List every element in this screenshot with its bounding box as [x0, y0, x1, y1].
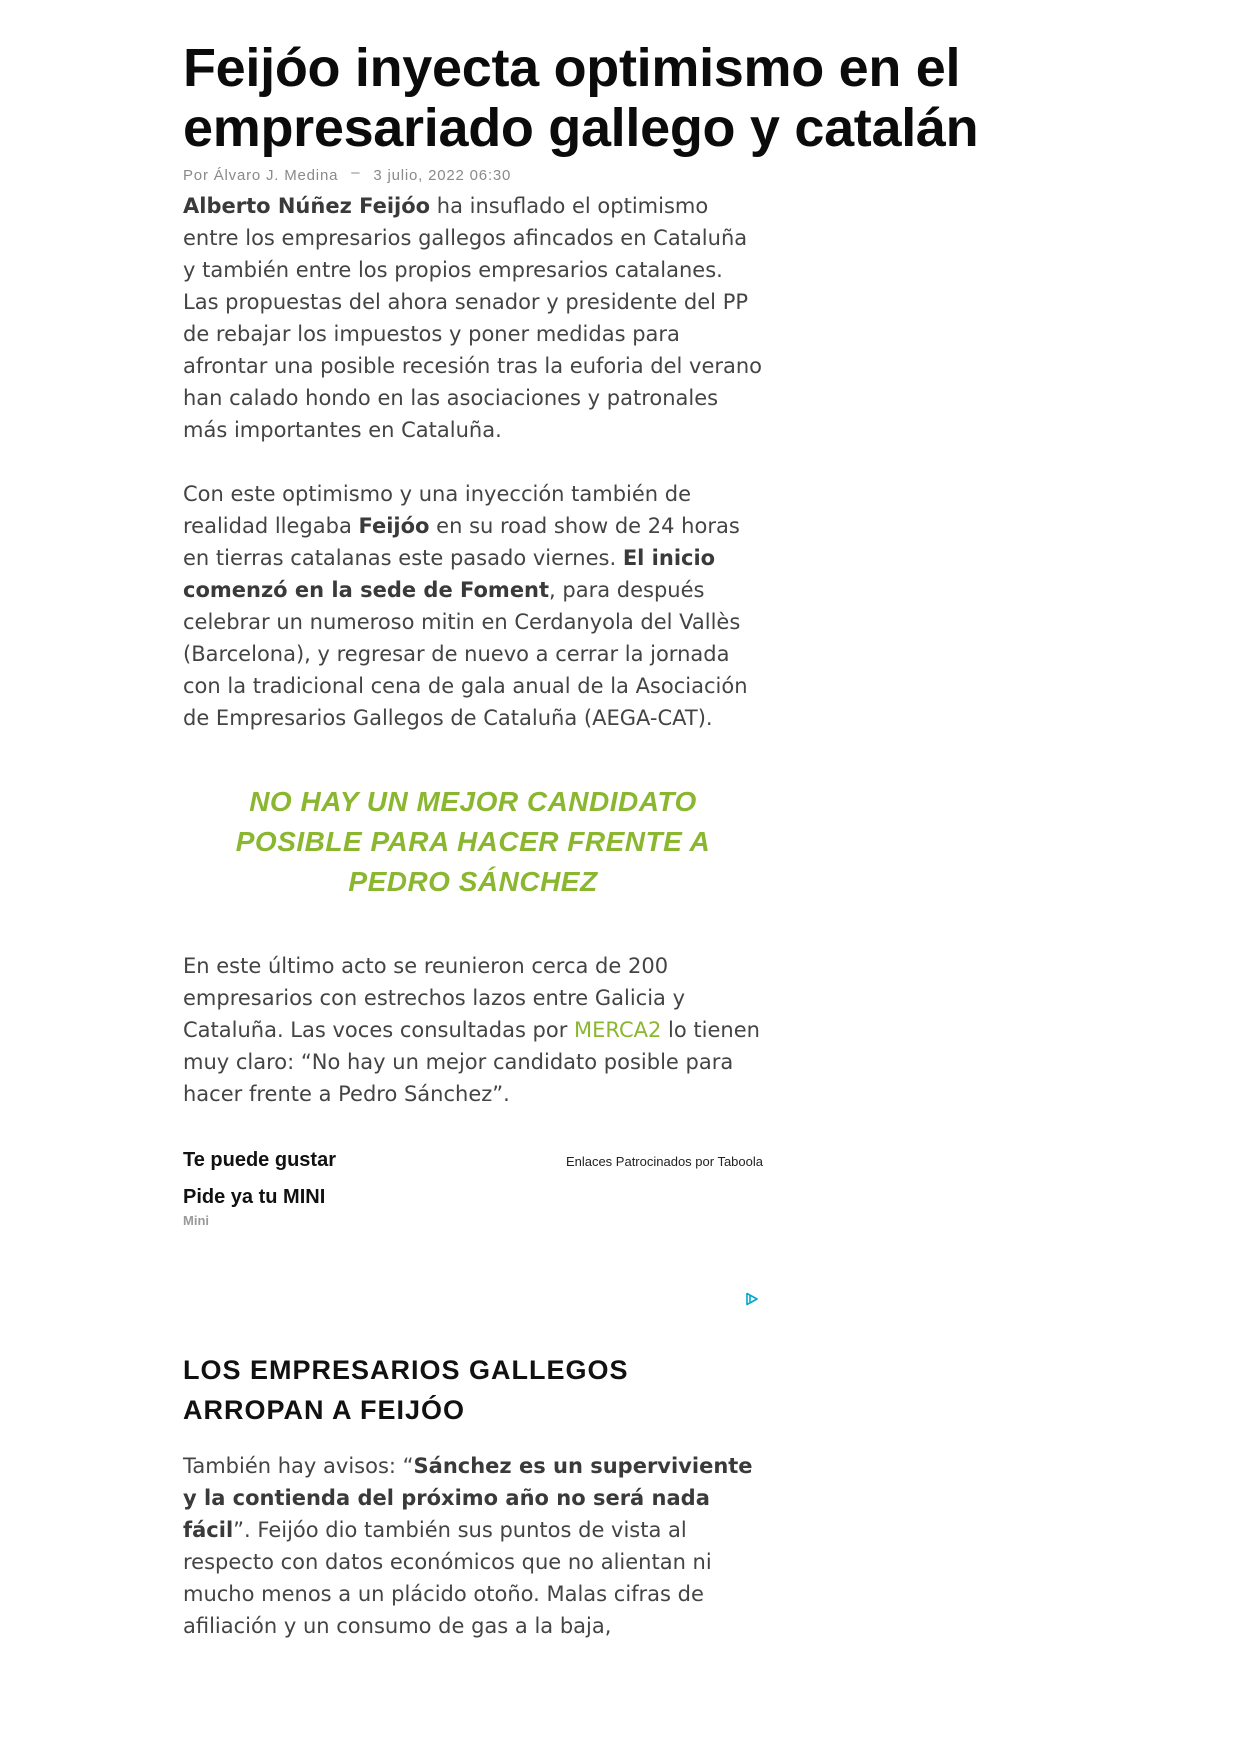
byline-date: 3 julio, 2022 06:30: [373, 167, 512, 184]
article: [183, 38, 1083, 1642]
paragraph-2: [183, 478, 763, 734]
paragraph-1: [183, 190, 763, 446]
paragraph-1-bold: Alberto Núñez Feijóo: [183, 194, 431, 218]
paragraph-2-text-a: Con este optimismo y una inyección también de realidad llegaba: [183, 482, 692, 538]
byline-separator: –: [351, 164, 361, 181]
paragraph-3: [183, 950, 763, 1110]
paragraph-1-text: ha insuflado el optimismo entre los empresarios gallegos afincados en Cataluña y también entre los propios empresarios catalanes. Las propuestas del ahora senador y presidente del PP de rebajar los impuestos y poner medidas para afrontar una posible recesión tras la euforia del verano han calado hondo en las asociaciones y patronales más importantes en Cataluña.: [183, 194, 763, 442]
paragraph-4: [183, 1450, 763, 1642]
pull-quote: NO HAY UN MEJOR CANDIDATO POSIBLE PARA HACER FRENTE A PEDRO SÁNCHEZ: [235, 786, 711, 897]
byline: [183, 166, 1083, 186]
byline-author[interactable]: Por Álvaro J. Medina: [183, 167, 339, 184]
taboola-item-source: Mini: [183, 1213, 209, 1228]
article-body: [183, 190, 763, 1642]
taboola-widget: [183, 1148, 763, 1318]
article-title: Feijóo inyecta optimismo en el empresariado gallego y catalán: [183, 38, 979, 158]
paragraph-3-text-a: En este último acto se reunieron cerca de 200 empresarios con estrechos lazos entre Galicia y Cataluña. Las voces consultadas por: [183, 954, 686, 1042]
taboola-item[interactable]: [183, 1185, 763, 1228]
paragraph-2-bold-b: El inicio comenzó en la sede de Foment: [183, 546, 716, 602]
taboola-heading: Te puede gustar: [183, 1149, 336, 1171]
paragraph-2-text-b: en su road show de 24 horas en tierras catalanas este pasado viernes.: [183, 514, 740, 570]
paragraph-2-text-c: , para después celebrar un numeroso mitin en Cerdanyola del Vallès (Barcelona), y regresar de nuevo a cerrar la jornada con la tradicional cena de gala anual de la Asociación de Empresarios Gallegos de Cataluña (AEGA-CAT).: [183, 578, 748, 730]
paragraph-4-text-b: ”. Feijóo dio también sus puntos de vista al respecto con datos económicos que no alientan ni mucho menos a un plácido otoño. Malas cifras de afiliación y un consumo de gas a la baja,: [183, 1518, 712, 1638]
taboola-item-title[interactable]: Pide ya tu MINI: [183, 1186, 326, 1208]
adchoices-icon[interactable]: [745, 1292, 759, 1306]
section-heading: LOS EMPRESARIOS GALLEGOS ARROPAN A FEIJÓO: [183, 1355, 629, 1425]
paragraph-4-text-a: También hay avisos: “: [183, 1454, 414, 1478]
merca2-link[interactable]: MERCA2: [574, 1018, 662, 1042]
paragraph-4-bold: Sánchez es un superviviente y la contienda del próximo año no será nada fácil: [183, 1454, 753, 1542]
paragraph-3-text-b: lo tienen muy claro: “No hay un mejor candidato posible para hacer frente a Pedro Sánchez”.: [183, 1018, 760, 1106]
paragraph-2-bold-a: Feijóo: [358, 514, 430, 538]
taboola-sponsored-link[interactable]: Enlaces Patrocinados por Taboola: [565, 1154, 763, 1169]
